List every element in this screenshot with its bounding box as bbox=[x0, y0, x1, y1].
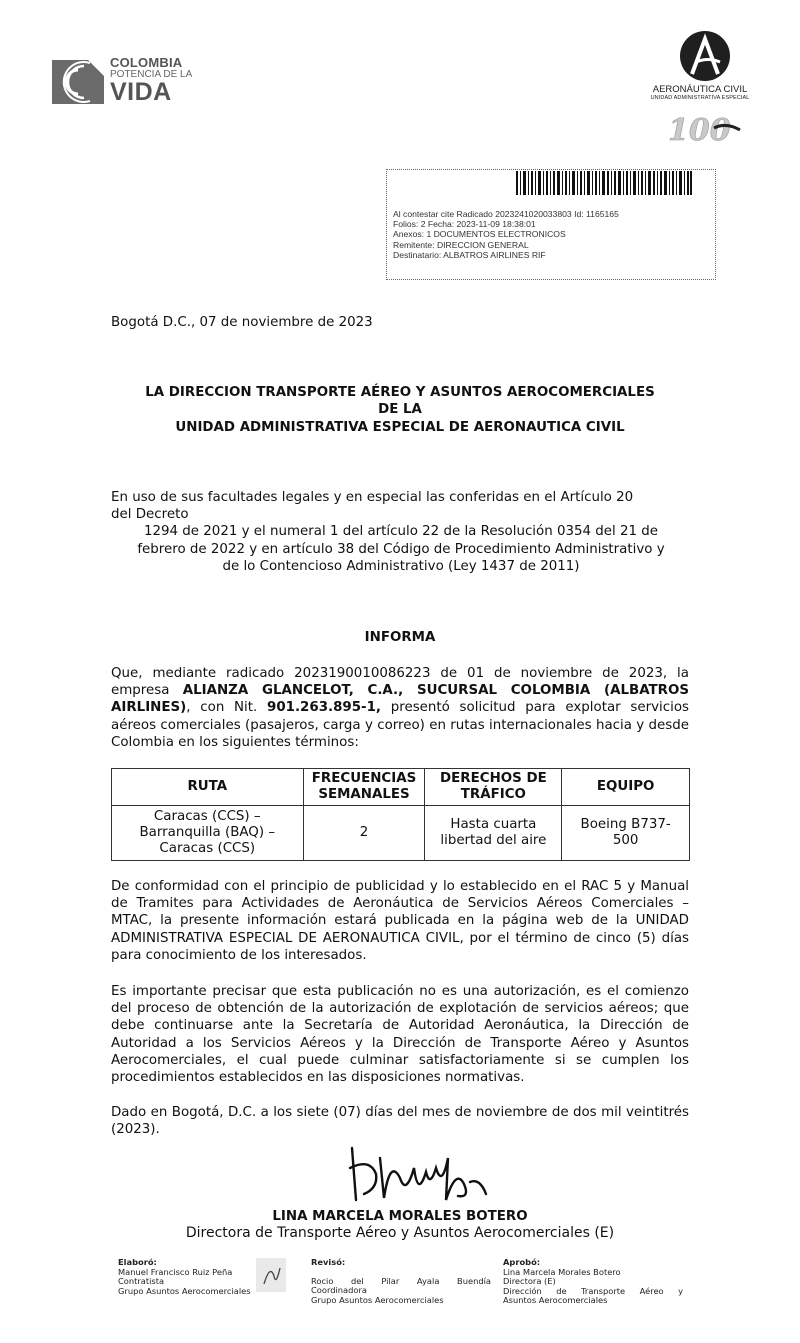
informa-heading: INFORMA bbox=[364, 630, 436, 645]
elaboro-line: Contratista bbox=[118, 1276, 165, 1287]
reviso-heading: Revisó: bbox=[311, 1257, 346, 1267]
cell-derechos bbox=[425, 806, 562, 861]
elaboro-line: Manuel Francisco Ruiz Peña bbox=[118, 1266, 233, 1277]
request-paragraph bbox=[111, 665, 689, 751]
header-equipo: EQUIPO bbox=[562, 769, 690, 806]
title-line-2: DE LA bbox=[378, 402, 422, 418]
logo-line-1: COLOMBIA bbox=[110, 55, 183, 70]
reviso-line: Grupo Asuntos Aerocomerciales bbox=[311, 1294, 444, 1305]
request-text-pre: Que, mediante radicado 2023190010086223 de 01 de noviembre de 2023, la empresa bbox=[111, 666, 689, 699]
aprobo-line: Dirección de Transporte Aéreo y bbox=[503, 1285, 683, 1296]
aerocivil-logo-icon bbox=[668, 30, 738, 86]
initials-signature-icon bbox=[256, 1258, 286, 1292]
centenary-100-logo-icon bbox=[664, 108, 744, 148]
table-row bbox=[112, 806, 690, 861]
title-line-1: LA DIRECCION TRANSPORTE AÉREO Y ASUNTOS AEROCOMERCIALES bbox=[145, 385, 655, 400]
stamp-text bbox=[393, 209, 619, 260]
ruta-line: Caracas (CCS) – bbox=[153, 809, 261, 824]
centenary-number: 100 bbox=[668, 113, 731, 148]
stamp-line: Folios: 2 Fecha: 2023-11-09 18:38:01 bbox=[393, 219, 536, 230]
cell-equipo bbox=[562, 806, 690, 861]
signer-name: LINA MARCELA MORALES BOTERO bbox=[272, 1209, 528, 1224]
date-line: Bogotá D.C., 07 de noviembre de 2023 bbox=[111, 315, 373, 330]
intro-line-5: de lo Contencioso Administrativo (Ley 1437 de 2011) bbox=[222, 558, 580, 574]
intro-line-2: del Decreto bbox=[111, 507, 189, 523]
intro-line-1: En uso de sus facultades legales y en especial las conferidas en el Artículo 20 bbox=[111, 490, 634, 505]
aprobo-line: Asuntos Aerocomerciales bbox=[503, 1295, 608, 1306]
signer-role: Directora de Transporte Aéreo y Asuntos Aerocomerciales (E) bbox=[185, 1225, 615, 1241]
company-nit: 901.263.895-1, bbox=[267, 700, 382, 716]
aprobo-line: Directora (E) bbox=[503, 1276, 556, 1287]
stamp-line: Remitente: DIRECCION GENERAL bbox=[393, 239, 529, 250]
aerocivil-subtitle: UNIDAD ADMINISTRATIVA ESPECIAL bbox=[650, 95, 750, 101]
handwritten-signature-icon bbox=[330, 1138, 500, 1208]
aprobo-line: Lina Marcela Morales Botero bbox=[503, 1266, 621, 1277]
clarification-paragraph: Es importante precisar que esta publicación no es una autorización, es el comienzo del proceso de obtención de la autorización de explotación de servicios aéreos; que debe continuarse ante la Secretaría de Autoridad Aeronáutica, la Dirección de Autoridad a los Servicios Aéreos y la Dirección de Transporte Aéreo y Asuntos Aerocomerciales, el cual puede culminar satisfactoriamente si se cumplen los procedimientos establecidos en las disposiciones normativas. bbox=[111, 984, 689, 1086]
derechos-line: Hasta cuarta bbox=[450, 817, 537, 832]
header-frecuencias: FRECUENCIAS SEMANALES bbox=[303, 769, 425, 806]
footer-reviso bbox=[311, 1258, 491, 1305]
ruta-line: Barranquilla (BAQ) – bbox=[139, 825, 276, 840]
equipo-line: Boeing B737- bbox=[580, 817, 671, 832]
stamp-line: Al contestar cite Radicado 2023241020033803 Id: 1165165 bbox=[393, 209, 619, 219]
equipo-line: 500 bbox=[612, 833, 639, 848]
table-header-row bbox=[112, 769, 690, 806]
colombia-potencia-logo-icon bbox=[48, 56, 108, 108]
intro-line-4: febrero de 2022 y en artículo 38 del Código de Procedimiento Administrativo y bbox=[137, 541, 665, 557]
intro-paragraph bbox=[111, 489, 691, 575]
company-name: ALIANZA GLANCELOT, C.A., SUCURSAL COLOMBIA (ALBATROS AIRLINES) bbox=[111, 683, 689, 716]
routes-table bbox=[111, 768, 690, 861]
elaboro-heading: Elaboró: bbox=[118, 1257, 157, 1267]
request-text-post: presentó solicitud para explotar servicios aéreos comerciales (pasajeros, carga y correo) en rutas internacionales hacia y desde Colombia en los siguientes términos: bbox=[111, 700, 689, 750]
cell-ruta bbox=[112, 806, 304, 861]
publicity-paragraph: De conformidad con el principio de publicidad y lo establecido en el RAC 5 y Manual de Tramites para Actividades de Aeronáutica de Servicios Aéreos Comerciales – MTAC, la presente información estará publicada en la página web de la UNIDAD ADMINISTRATIVA ESPECIAL DE AERONAUTICA CIVIL, por el término de cinco (5) días para conocimiento de los interesados. bbox=[111, 879, 689, 963]
reviso-line: Coordinadora bbox=[311, 1285, 367, 1296]
logo-line-2: POTENCIA DE LA bbox=[110, 69, 193, 80]
stamp-line: Anexos: 1 DOCUMENTOS ELECTRONICOS bbox=[393, 229, 566, 240]
intro-line-3: 1294 de 2021 y el numeral 1 del artículo 22 de la Resolución 0354 del 21 de bbox=[143, 524, 659, 540]
reviso-line: Rocio del Pilar Ayala Buendía bbox=[311, 1275, 491, 1286]
aprobo-heading: Aprobó: bbox=[503, 1257, 541, 1267]
cell-frecuencias: 2 bbox=[303, 806, 425, 861]
aerocivil-name: AERONÁUTICA CIVIL bbox=[652, 84, 748, 95]
logo-line-3: VIDA bbox=[110, 78, 172, 106]
ruta-line: Caracas (CCS) bbox=[159, 841, 256, 856]
footer-aprobo bbox=[503, 1258, 683, 1306]
title-line-3: UNIDAD ADMINISTRATIVA ESPECIAL DE AERONAUTICA CIVIL bbox=[175, 419, 625, 435]
stamp-line: Destinatario: ALBATROS AIRLINES RIF bbox=[393, 249, 546, 260]
header-derechos: DERECHOS DE TRÁFICO bbox=[425, 769, 562, 806]
header-ruta: RUTA bbox=[112, 769, 304, 806]
derechos-line: libertad del aire bbox=[440, 833, 547, 848]
colombia-logo-text bbox=[110, 56, 192, 105]
barcode-icon bbox=[516, 171, 692, 195]
document-title bbox=[100, 384, 700, 436]
elaboro-line: Grupo Asuntos Aerocomerciales bbox=[118, 1285, 251, 1296]
given-paragraph: Dado en Bogotá, D.C. a los siete (07) días del mes de noviembre de dos mil veintitrés (2023). bbox=[111, 1105, 689, 1138]
request-text-mid: , con Nit. bbox=[186, 700, 268, 716]
